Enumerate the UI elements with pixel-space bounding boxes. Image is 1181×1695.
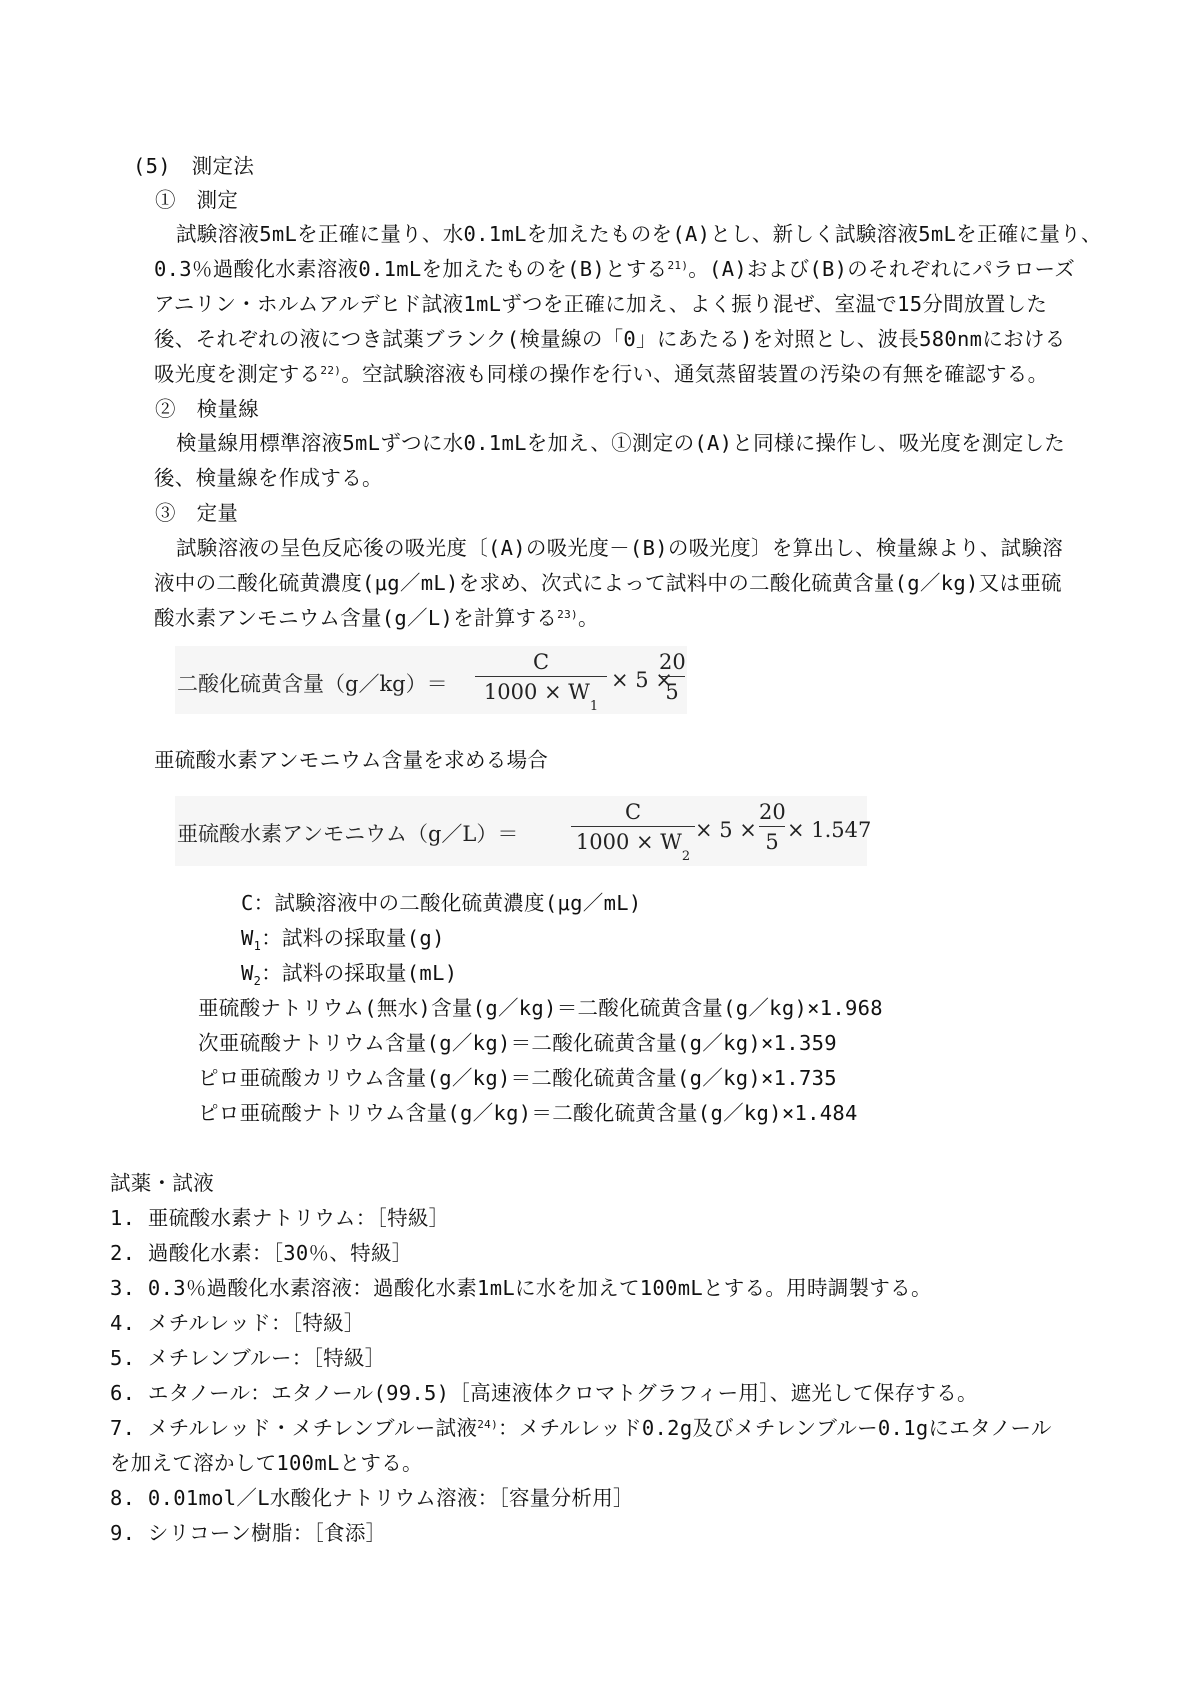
formula-lhs: 二酸化硫黄含量（g／kg）＝: [177, 672, 448, 696]
conversion-line: 亜硫酸ナトリウム(無水)含量(g／kg)＝二酸化硫黄含量(g／kg)×1.968: [198, 996, 883, 1020]
formula-factor: × 1.547: [787, 818, 872, 842]
reagent-item: 8. 0.01mol／L水酸化ナトリウム溶液：［容量分析用］: [110, 1486, 634, 1510]
paragraph-line: 後、それぞれの液につき試薬ブランク(検量線の「0」にあたる)を対照とし、波長580nmにおける: [154, 327, 1066, 351]
conversion-line: 次亜硫酸ナトリウム含量(g／kg)＝二酸化硫黄含量(g／kg)×1.359: [198, 1031, 837, 1055]
definition-w1: $W_1$：試料の採取量(g): [241, 926, 445, 954]
ammonium-caption: 亜硫酸水素アンモニウム含量を求める場合: [154, 748, 549, 772]
reference-22: 22): [320, 364, 342, 377]
formula-fraction: C $1000 \times W_2$: [571, 798, 695, 866]
formula-fraction-20-5: 20 5: [759, 800, 786, 854]
reagent-item-continuation: を加えて溶かして100mLとする。: [110, 1451, 423, 1475]
paragraph-line: 酸水素アンモニウム含量(g／L)を計算する$^{23)}$。: [154, 606, 599, 630]
reagent-item: 1. 亜硫酸水素ナトリウム：［特級］: [110, 1206, 450, 1230]
reagent-item: 2. 過酸化水素：［30％、特級］: [110, 1241, 413, 1265]
reagent-item: 7. メチルレッド・メチレンブルー試液$^{24)}$：メチルレッド0.2g及びメチレンブルー0.1gにエタノール: [110, 1416, 1052, 1440]
reference-24: 24): [477, 1418, 499, 1431]
formula-lhs: 亜硫酸水素アンモニウム（g／L）＝: [177, 822, 519, 846]
formula-ammonium-bisulfite: [175, 796, 872, 866]
paragraph-line: 試験溶液5mLを正確に量り、水0.1mLを加えたものを(A)とし、新しく試験溶液5mLを正確に量り、: [176, 222, 1102, 246]
formula-multiplier: × 5 ×: [695, 818, 757, 842]
reagent-item: 4. メチルレッド：［特級］: [110, 1311, 365, 1335]
formula-multiplier: × 5 ×: [611, 668, 673, 692]
conversion-line: ピロ亜硫酸カリウム含量(g／kg)＝二酸化硫黄含量(g／kg)×1.735: [198, 1066, 837, 1090]
subsection-heading-quantification: ③ 定量: [155, 501, 239, 525]
reagent-item: 3. 0.3％過酸化水素溶液：過酸化水素1mLに水を加えて100mLとする。用時調製する。: [110, 1276, 932, 1300]
paragraph-line: 検量線用標準溶液5mLずつに水0.1mLを加え、①測定の(A)と同様に操作し、吸光度を測定した: [176, 431, 1066, 455]
subsection-heading-measurement: ① 測定: [155, 188, 239, 212]
reference-23: 23): [557, 608, 578, 621]
paragraph-line: 後、検量線を作成する。: [154, 466, 383, 490]
formula-sulfur-dioxide: [175, 646, 687, 714]
reagent-item: 5. メチレンブルー：［特級］: [110, 1346, 386, 1370]
definition-w2: $W_2$：試料の採取量(mL): [241, 961, 458, 989]
paragraph-line: アニリン・ホルムアルデヒド試液1mLずつを正確に加え、よく振り混ぜ、室温で15分間放置した: [154, 292, 1048, 316]
section-heading: (5) 測定法: [133, 154, 255, 178]
paragraph-line: 0.3％過酸化水素溶液0.1mLを加えたものを(B)とする$^{21)}$。(A)および(B)のそれぞれにパラローズ: [154, 257, 1076, 281]
reference-21: 21): [667, 259, 689, 272]
paragraph-line: 試験溶液の呈色反応後の吸光度〔(A)の吸光度－(B)の吸光度〕を算出し、検量線より、試験溶: [176, 536, 1064, 560]
reagents-heading: 試薬・試液: [110, 1171, 214, 1195]
formula-fraction: C $1000 \times W_1$: [475, 648, 607, 716]
reagent-item: 9. シリコーン樹脂：［食添］: [110, 1521, 387, 1545]
subsection-heading-calibration: ② 検量線: [155, 397, 259, 421]
paragraph-line: 液中の二酸化硫黄濃度(μg／mL)を求め、次式によって試料中の二酸化硫黄含量(g／kg)又は亜硫: [154, 571, 1062, 595]
paragraph-line: 吸光度を測定する$^{22)}$。空試験溶液も同様の操作を行い、通気蒸留装置の汚染の有無を確認する。: [154, 362, 1049, 386]
conversion-line: ピロ亜硫酸ナトリウム含量(g／kg)＝二酸化硫黄含量(g／kg)×1.484: [198, 1101, 858, 1125]
reagent-item: 6. エタノール：エタノール(99.5)［高速液体クロマトグラフィー用］、遮光して保存する。: [110, 1381, 978, 1405]
formula-fraction-20-5: 20 5: [659, 650, 686, 704]
definition-c: C：試験溶液中の二酸化硫黄濃度(μg／mL): [241, 891, 642, 915]
